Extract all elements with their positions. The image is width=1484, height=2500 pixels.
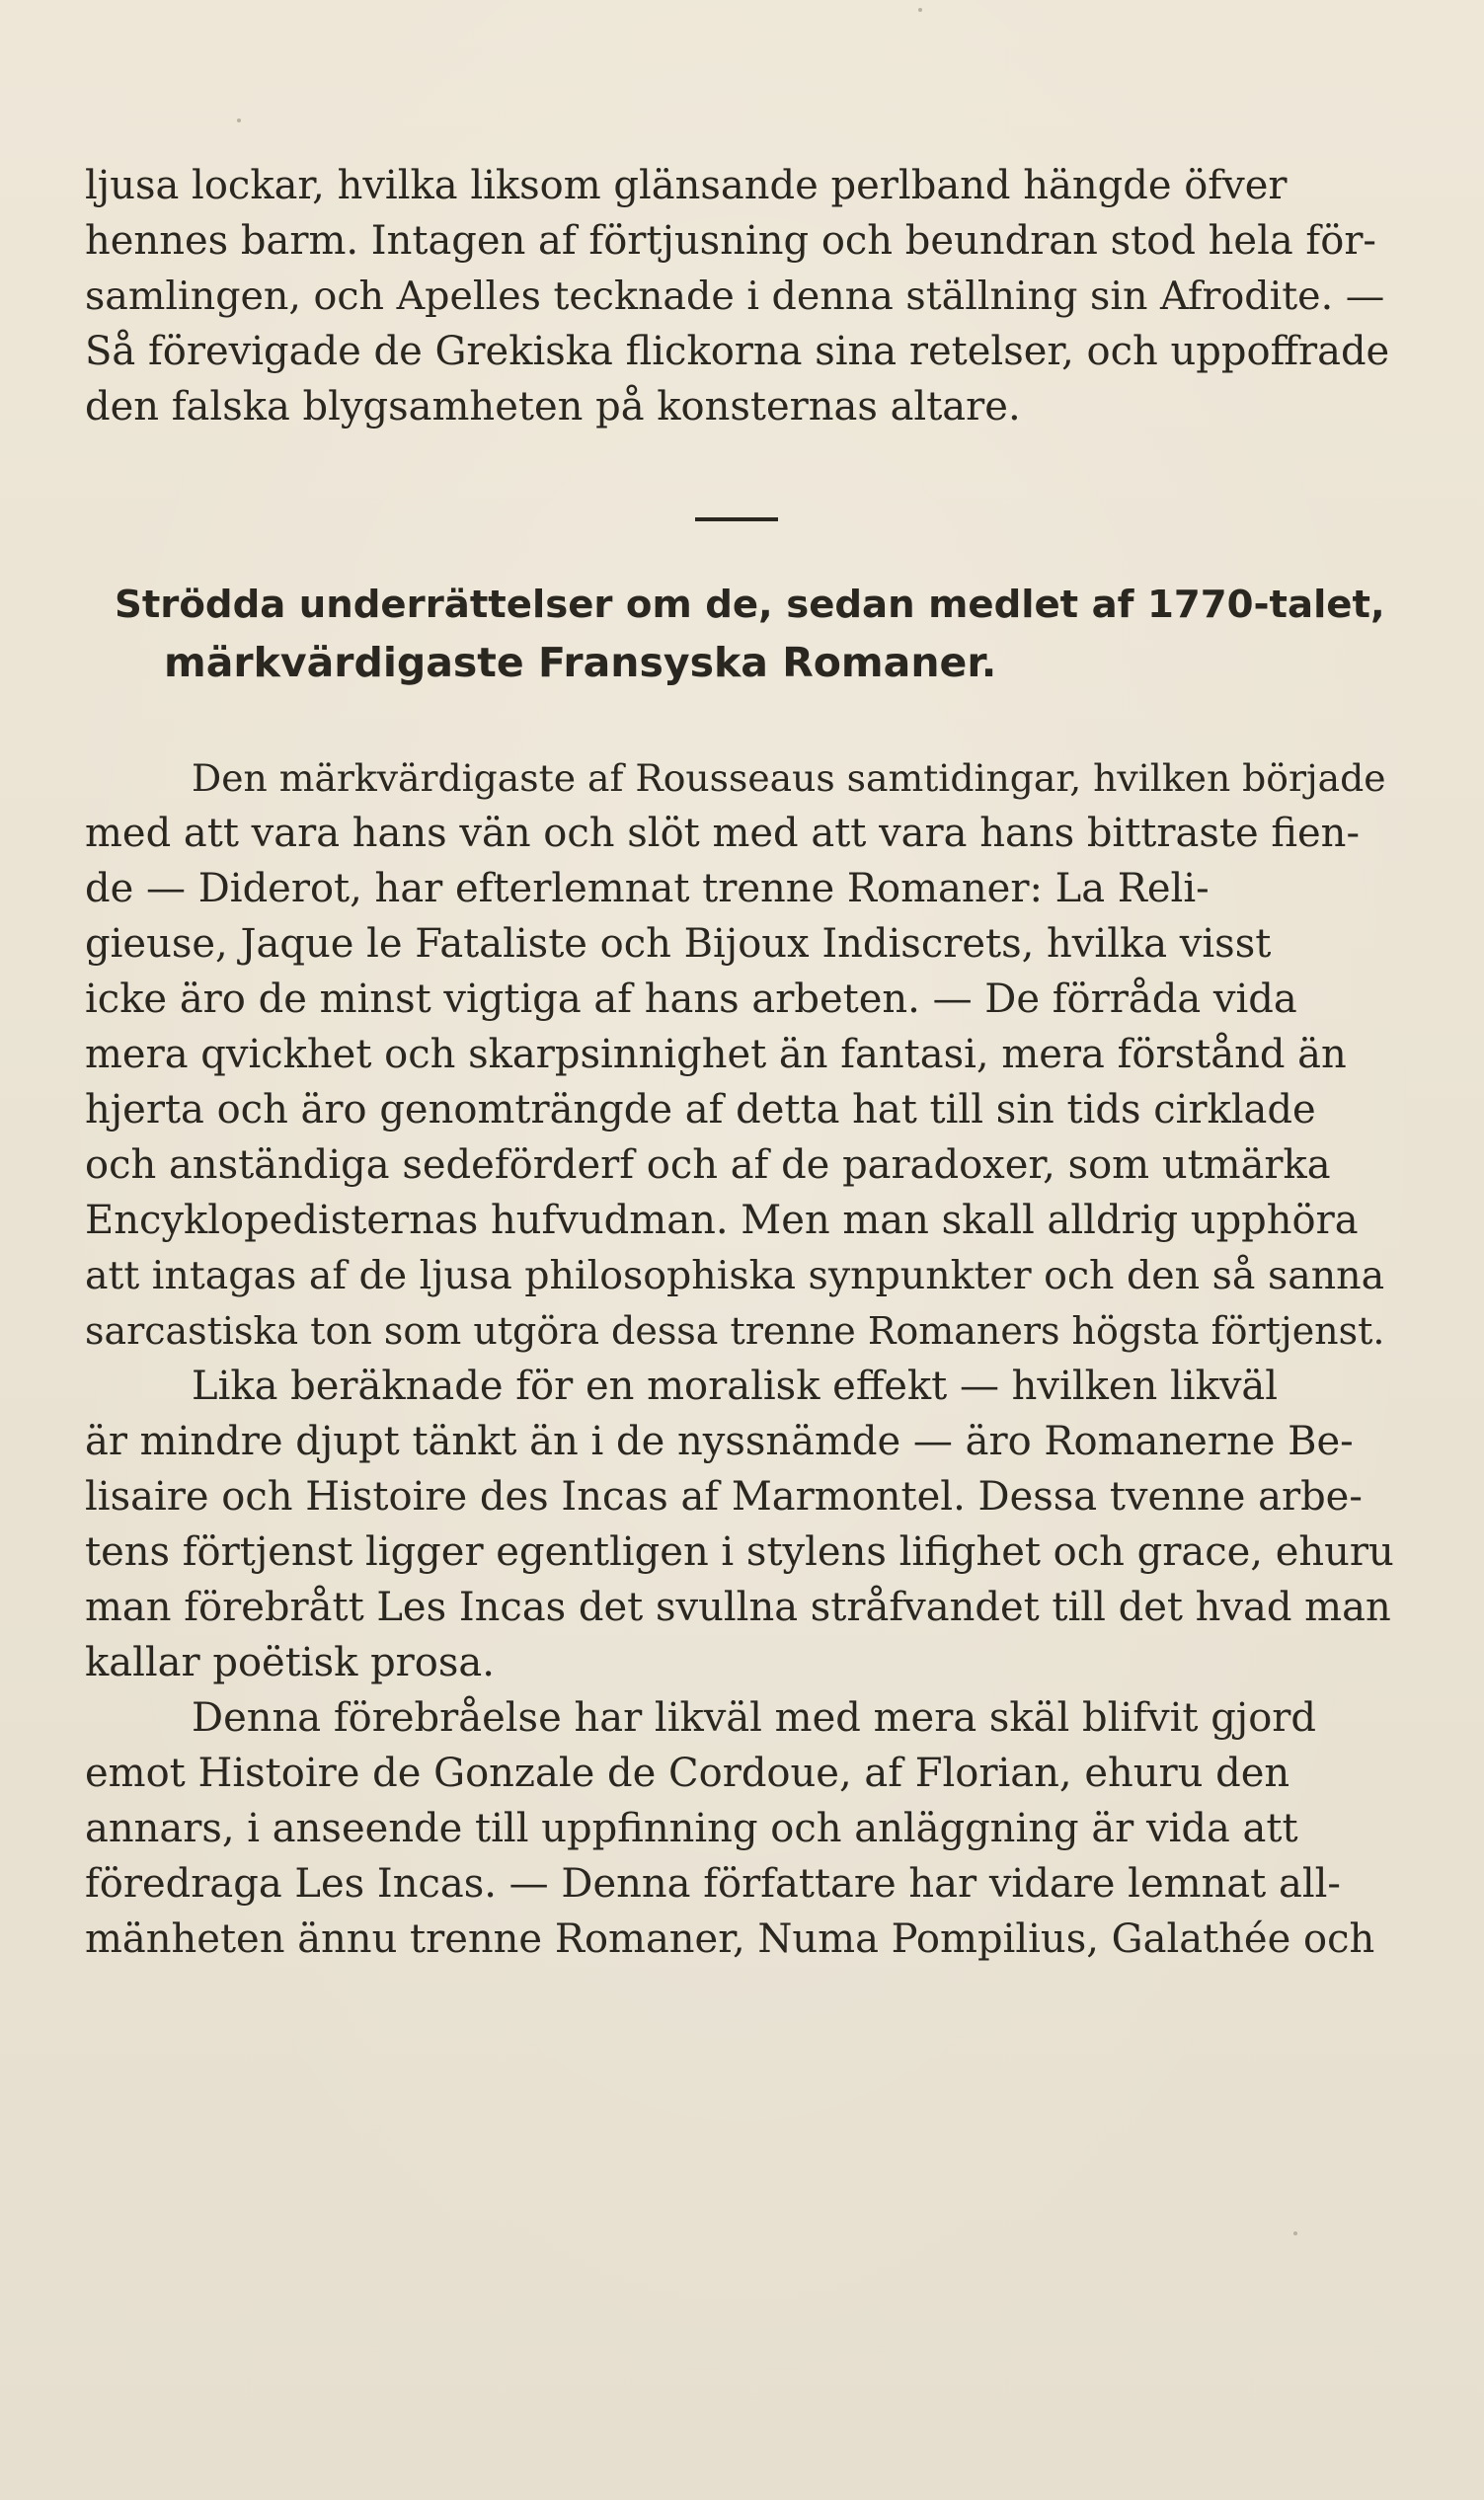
text-line: icke äro de minst vigtiga af hans arbeten. — De förråda vida bbox=[85, 977, 1297, 1022]
text-line: ljusa lockar, hvilka liksom glänsande perlband hängde öfver bbox=[85, 163, 1288, 208]
text-line: emot Histoire de Gonzale de Cordoue, af Florian, ehuru den bbox=[85, 1751, 1290, 1796]
text-line: hennes barm. Intagen af förtjusning och beundran stod hela för- bbox=[85, 218, 1376, 264]
text-line: de — Diderot, har efterlemnat trenne Romaner: La Reli- bbox=[85, 866, 1210, 911]
text-line: Encyklopedisternas hufvudman. Men man skall alldrig upphöra bbox=[85, 1198, 1359, 1243]
text-line: lisaire och Histoire des Incas af Marmontel. Dessa tvenne arbe- bbox=[85, 1474, 1363, 1520]
text-line: hjerta och äro genomträngde af detta hat till sin tids cirklade bbox=[85, 1087, 1316, 1133]
text-line: att intagas af de ljusa philosophiska synpunkter och den så sanna bbox=[85, 1253, 1385, 1298]
text-line: Denna förebråelse har likväl med mera skäl blifvit gjord bbox=[192, 1695, 1317, 1741]
text-line: föredraga Les Incas. — Denna författare har vidare lemnat all- bbox=[85, 1861, 1341, 1907]
paper-speck bbox=[1293, 2231, 1297, 2235]
paper-speck bbox=[237, 118, 241, 122]
text-line: den falska blygsamheten på konsternas altare. bbox=[85, 384, 1021, 430]
text-line: annars, i anseende till uppfinning och anläggning är vida att bbox=[85, 1806, 1298, 1851]
section-divider-rule bbox=[695, 517, 778, 521]
text-line: Den märkvärdigaste af Rousseaus samtidingar, hvilken började bbox=[192, 756, 1386, 800]
text-line: tens förtjenst ligger egentligen i stylens lifighet och grace, ehuru bbox=[85, 1529, 1394, 1575]
text-line: sarcastiska ton som utgöra dessa trenne Romaners högsta förtjenst. bbox=[85, 1309, 1385, 1353]
section-heading bbox=[115, 577, 1398, 691]
heading-line: Strödda underrättelser om de, sedan medlet af 1770-talet, bbox=[115, 583, 1385, 627]
text-line: med att vara hans vän och slöt med att vara hans bittraste fien- bbox=[85, 811, 1360, 856]
paper-speck bbox=[918, 8, 922, 12]
text-line: kallar poëtisk prosa. bbox=[85, 1640, 495, 1685]
text-line: mera qvickhet och skarpsinnighet än fantasi, mera förstånd än bbox=[85, 1032, 1347, 1077]
text-line: gieuse, Jaque le Fataliste och Bijoux Indiscrets, hvilka visst bbox=[85, 921, 1272, 967]
text-line: Så förevigade de Grekiska flickorna sina retelser, och uppoffrade bbox=[85, 329, 1390, 374]
text-line: mänheten ännu trenne Romaner, Numa Pompilius, Galathée och bbox=[85, 1916, 1375, 1962]
text-line: är mindre djupt tänkt än i de nyssnämde — äro Romanerne Be- bbox=[85, 1419, 1354, 1464]
text-line: man förebrått Les Incas det svullna stråfvandet till det hvad man bbox=[85, 1585, 1391, 1630]
text-line: Lika beräknade för en moralisk effekt — hvilken likväl bbox=[192, 1364, 1279, 1409]
text-line: samlingen, och Apelles tecknade i denna ställning sin Afrodite. — bbox=[85, 273, 1385, 319]
heading-line: märkvärdigaste Fransyska Romaner. bbox=[164, 639, 997, 686]
body-paragraphs bbox=[85, 750, 1398, 1967]
top-paragraph bbox=[85, 158, 1398, 434]
text-line: och anständiga sedeförderf och af de paradoxer, som utmärka bbox=[85, 1142, 1331, 1188]
